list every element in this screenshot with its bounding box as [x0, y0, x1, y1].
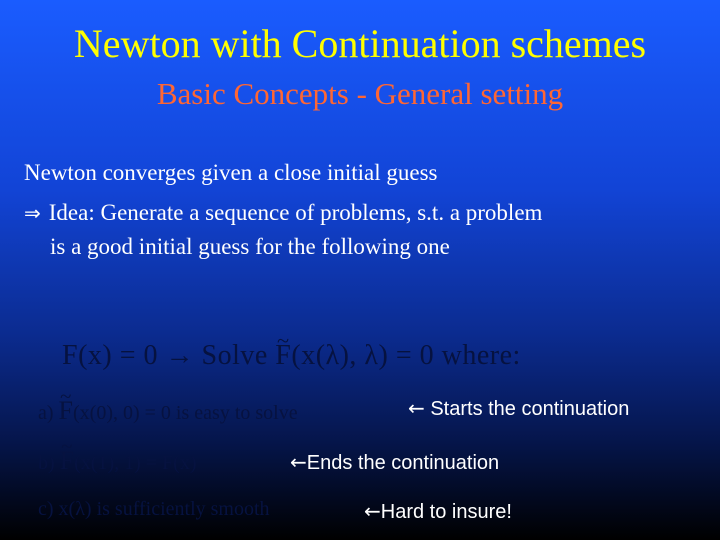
slide-title: Newton with Continuation schemes: [73, 21, 647, 66]
note-c: [364, 499, 512, 524]
condition-b-func: ~ F: [60, 446, 74, 476]
condition-b: [38, 446, 197, 476]
note-a-text: Starts the continuation: [430, 398, 630, 420]
main-equation-rhs: = 0 where:: [395, 340, 521, 371]
condition-a: [38, 396, 298, 426]
left-arrow-icon: ←: [408, 396, 425, 420]
implies-arrow-icon: ⇒: [24, 201, 41, 225]
condition-c-expr: x(λ) is sufficiently smooth: [58, 498, 270, 520]
condition-b-label: b): [38, 452, 55, 474]
condition-c: [38, 498, 270, 521]
main-equation-args: (x(λ), λ): [291, 340, 389, 371]
slide-subtitle: Basic Concepts - General setting: [156, 76, 564, 111]
note-b-text: Ends the continuation: [306, 452, 500, 474]
note-b: [290, 450, 499, 475]
left-arrow-icon: ←: [364, 499, 381, 523]
note-c-text: Hard to insure!: [380, 501, 512, 523]
bullet-line-2-text: Idea: Generate a sequence of problems, s.t. a problem: [48, 200, 543, 225]
main-equation-func: ~ F: [275, 340, 291, 372]
main-equation: [62, 340, 521, 372]
left-arrow-icon: ←: [290, 450, 307, 474]
condition-c-label: c): [38, 498, 54, 520]
bullet-line-2: [24, 200, 542, 226]
note-a: [408, 396, 629, 421]
bullet-line-1: Newton converges given a close initial guess: [24, 160, 438, 185]
condition-a-func: ~ F: [59, 396, 73, 426]
condition-a-label: a): [38, 402, 54, 424]
main-equation-lhs: F(x) = 0 → Solve: [62, 340, 268, 371]
condition-b-expr: (x(1), 1) = F(x): [74, 452, 197, 474]
condition-a-expr: (x(0), 0) = 0 is easy to solve: [73, 402, 298, 424]
bullet-line-3: is a good initial guess for the following one: [50, 234, 450, 259]
